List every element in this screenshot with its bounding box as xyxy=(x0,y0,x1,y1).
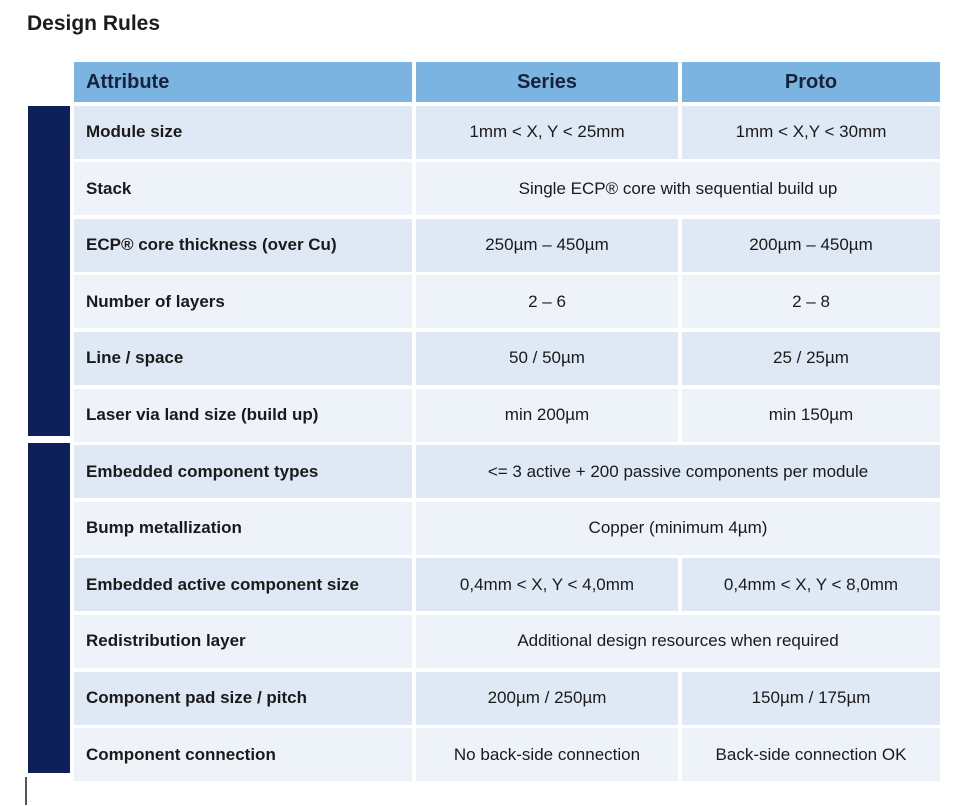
row-series-value: 1mm < X, Y < 25mm xyxy=(416,106,678,159)
row-attribute: Stack xyxy=(74,162,412,215)
row-proto-value: 25 / 25µm xyxy=(682,332,940,385)
row-attribute: Module size xyxy=(74,106,412,159)
row-attribute: Line / space xyxy=(74,332,412,385)
row-attribute: Redistribution layer xyxy=(74,615,412,668)
page-title: Design Rules xyxy=(27,12,161,35)
row-attribute: Component pad size / pitch xyxy=(74,672,412,725)
row-merged-value: <= 3 active + 200 passive components per module xyxy=(416,445,940,498)
row-proto-value: Back-side connection OK xyxy=(682,728,940,781)
row-attribute: Laser via land size (build up) xyxy=(74,389,412,442)
row-merged-value: Single ECP® core with sequential build up xyxy=(416,162,940,215)
header-attribute: Attribute xyxy=(74,62,412,102)
row-proto-value: 200µm – 450µm xyxy=(682,219,940,272)
row-attribute: Embedded component types xyxy=(74,445,412,498)
row-proto-value: min 150µm xyxy=(682,389,940,442)
row-attribute: Component connection xyxy=(74,728,412,781)
section-bar-process xyxy=(28,106,70,436)
row-series-value: 2 – 6 xyxy=(416,275,678,328)
row-proto-value: 150µm / 175µm xyxy=(682,672,940,725)
row-proto-value: 0,4mm < X, Y < 8,0mm xyxy=(682,558,940,611)
row-series-value: 200µm / 250µm xyxy=(416,672,678,725)
row-merged-value: Copper (minimum 4µm) xyxy=(416,502,940,555)
section-bar-embedding xyxy=(28,443,70,773)
row-proto-value: 2 – 8 xyxy=(682,275,940,328)
row-series-value: min 200µm xyxy=(416,389,678,442)
row-series-value: 50 / 50µm xyxy=(416,332,678,385)
text-cursor xyxy=(25,777,27,805)
row-series-value: 250µm – 450µm xyxy=(416,219,678,272)
row-series-value: 0,4mm < X, Y < 4,0mm xyxy=(416,558,678,611)
row-proto-value: 1mm < X,Y < 30mm xyxy=(682,106,940,159)
design-rules-table xyxy=(74,62,940,781)
row-attribute: Embedded active component size xyxy=(74,558,412,611)
row-series-value: No back-side connection xyxy=(416,728,678,781)
header-proto: Proto xyxy=(682,62,940,102)
row-merged-value: Additional design resources when required xyxy=(416,615,940,668)
row-attribute: Bump metallization xyxy=(74,502,412,555)
row-attribute: ECP® core thickness (over Cu) xyxy=(74,219,412,272)
header-series: Series xyxy=(416,62,678,102)
row-attribute: Number of layers xyxy=(74,275,412,328)
